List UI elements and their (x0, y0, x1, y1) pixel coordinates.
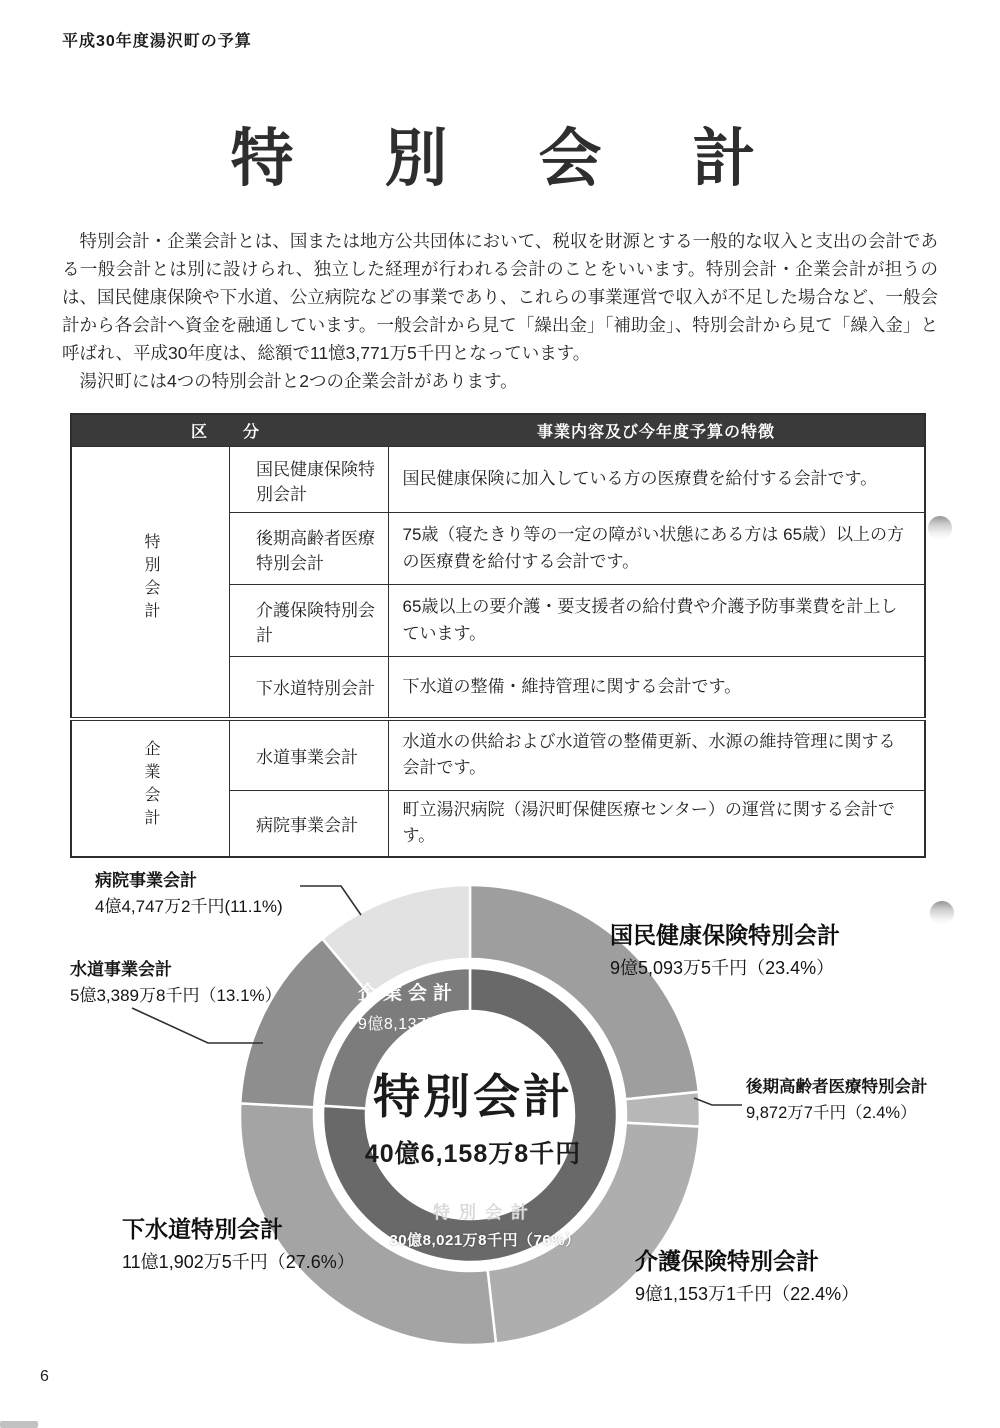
group-label-enterprise-accounts (71, 719, 230, 857)
segment-value: 9億1,153万1千円（22.4%） (635, 1283, 860, 1304)
inner-segment-value: 30億8,021万8千円（76%） (389, 1232, 581, 1250)
leader-line-elderly-care (694, 1098, 742, 1105)
outer-ring-segment-1 (625, 1092, 700, 1127)
accounts-table (70, 413, 926, 858)
group-label-special-accounts (71, 447, 230, 719)
table-row (71, 447, 925, 513)
segment-value: 9億5,093万5千円（23.4%） (610, 957, 835, 978)
column-header-description: 事業内容及び今年度予算の特徴 (388, 414, 925, 447)
label-sewerage-account (122, 1215, 355, 1274)
enterprise-accounts-group (71, 719, 925, 857)
label-waterworks-account (70, 959, 282, 1007)
inner-segment-name: 特別会計 (433, 1203, 537, 1222)
account-name: 水道事業会計 (230, 719, 389, 791)
column-header-category: 区 分 (71, 414, 388, 447)
label-inner-enterprise-accounts (358, 983, 505, 1034)
group-label-text: 特別会計 (142, 533, 159, 626)
segment-name: 水道事業会計 (70, 960, 172, 979)
account-description: 町立湯沢病院（湯沢町保健医療センター）の運営に関する会計です。 (388, 791, 925, 857)
intro-paragraph-1: 特別会計・企業会計とは、国または地方公共団体において、税収を財源とする一般的な収入と支出の会計である一般会計とは別に設けられ、独立した経理が行われる会計のことをいいます。特別会計・企業会計が担うのは、国民健康保険や下水道、公立病院などの事業であり、これらの事業運営で収入が不足した場合など、一般会計から各会計へ資金を融通しています。一般会計から見て「繰出金」「補助金」、特別会計から見て「繰入金」と呼ばれ、平成30年度は、総額で11憶3,771万5千円となっています。 (62, 231, 938, 363)
account-name: 国民健康保険特別会計 (230, 447, 389, 513)
segment-name: 介護保険特別会計 (635, 1248, 819, 1274)
hole-punch (930, 901, 954, 925)
label-inner-special-accounts (330, 1203, 640, 1250)
account-description: 国民健康保険に加入している方の医療費を給付する会計です。 (388, 447, 925, 513)
segment-name: 後期高齢者医療特別会計 (746, 1078, 928, 1096)
budget-donut-chart-area (0, 855, 1000, 1428)
leader-line-waterworks (132, 1008, 263, 1043)
account-description: 水道水の供給および水道管の整備更新、水源の維持管理に関する会計です。 (388, 719, 925, 791)
segment-name: 国民健康保険特別会計 (610, 922, 840, 948)
scan-artifact (0, 1421, 38, 1428)
segment-value: 5億3,389万8千円（13.1%） (70, 986, 282, 1006)
intro-paragraph-2: 湯沢町には4つの特別会計と2つの企業会計があります。 (62, 371, 518, 391)
account-name: 後期高齢者医療特別会計 (230, 513, 389, 585)
chart-total-value: 40億6,158万8千円 (364, 1139, 582, 1168)
inner-segment-name: 企業会計 (358, 983, 459, 1004)
account-description: 65歳以上の要介護・要支援者の給付費や介護予防事業費を計上しています。 (388, 585, 925, 657)
label-elderly-medical-account (746, 1077, 928, 1125)
account-description: 下水道の整備・維持管理に関する会計です。 (388, 657, 925, 719)
segment-value: 9,872万7千円（2.4%） (746, 1104, 917, 1123)
label-national-health-account (610, 921, 840, 980)
account-name: 病院事業会計 (230, 791, 389, 857)
inner-segment-value: 9億8,137万円(24%) (358, 1015, 505, 1033)
document-header: 平成30年度湯沢町の予算 (62, 33, 252, 50)
intro-text (62, 227, 938, 395)
chart-center-label (318, 1071, 628, 1170)
group-label-text: 企業会計 (142, 739, 159, 832)
segment-name: 病院事業会計 (95, 871, 197, 890)
page-number: 6 (40, 1368, 49, 1385)
chart-title: 特別会計 (373, 1070, 573, 1123)
special-accounts-group (71, 447, 925, 719)
segment-value: 11億1,902万5千円（27.6%） (122, 1251, 355, 1272)
page-title: 特 別 会 計 (230, 124, 770, 194)
segment-value: 4億4,747万2千円(11.1%) (95, 897, 283, 917)
account-name: 介護保険特別会計 (230, 585, 389, 657)
account-name: 下水道特別会計 (230, 657, 389, 719)
segment-name: 下水道特別会計 (122, 1216, 283, 1242)
label-hospital-account (95, 870, 283, 918)
label-nursing-care-account (635, 1247, 859, 1306)
leader-line-hospital (300, 886, 361, 915)
table-header-row (71, 414, 925, 447)
hole-punch (928, 516, 952, 540)
account-description: 75歳（寝たきり等の一定の障がい状態にある方は 65歳）以上の方の医療費を給付する会計です。 (388, 513, 925, 585)
table-row (71, 719, 925, 791)
